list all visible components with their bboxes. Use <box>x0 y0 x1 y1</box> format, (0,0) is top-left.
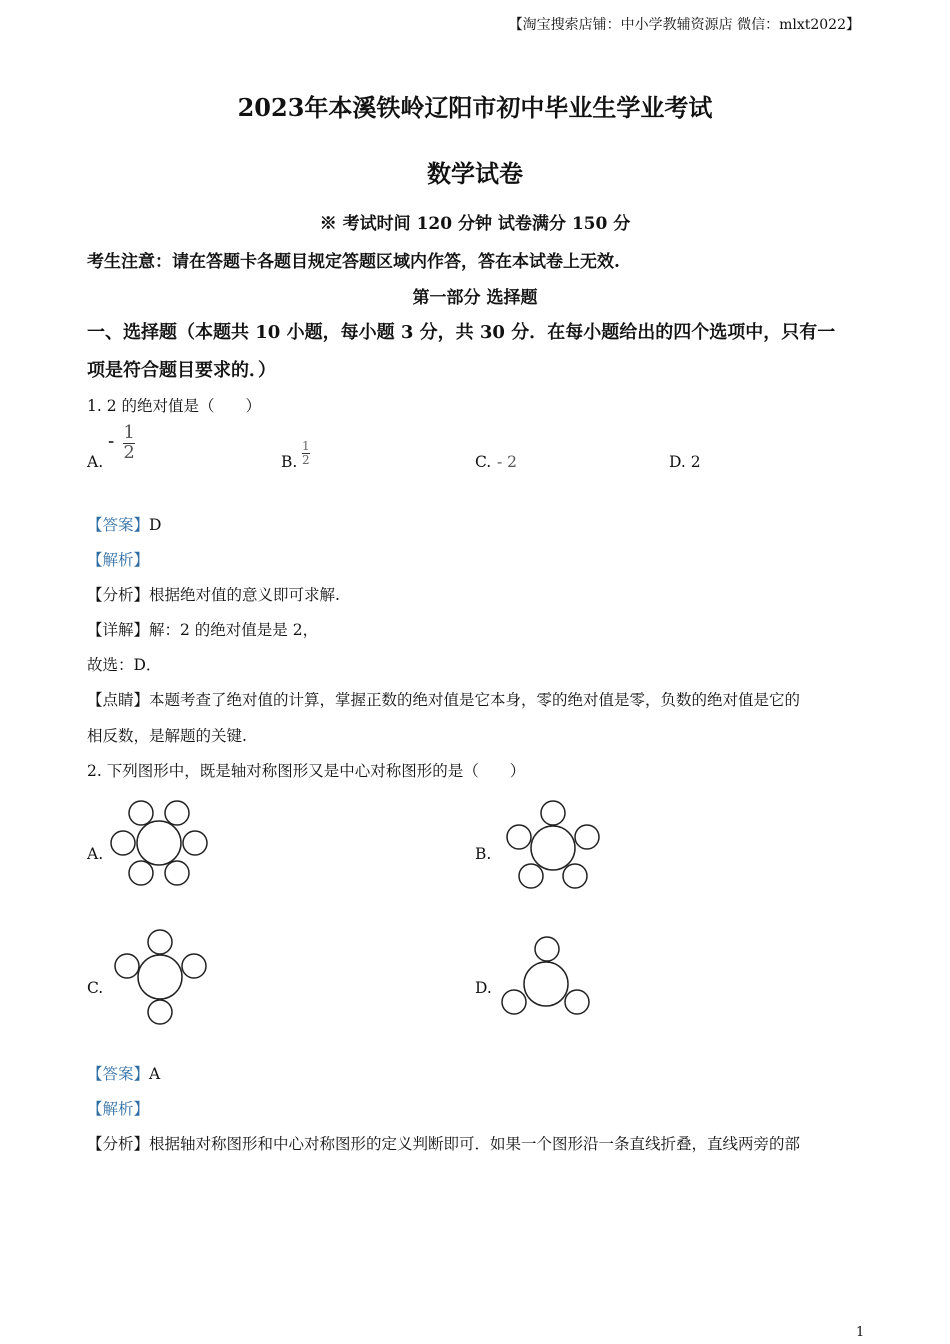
q1-answer-line <box>87 513 161 535</box>
center-circle <box>137 821 181 865</box>
outer-circle <box>565 990 589 1014</box>
q2-option-c-figure <box>110 926 210 1028</box>
q2-option-c-label: C. <box>87 979 104 997</box>
outer-circle <box>563 864 587 888</box>
fenxi-tag: 【分析】 <box>87 1135 150 1153</box>
q1-stem: 1. 2 的绝对值是（ ） <box>87 397 262 415</box>
q2-option-d-label: D. <box>475 979 492 997</box>
candidate-notice: 考生注意：请在答题卡各题目规定答题区域内作答，答在本试卷上无效. <box>87 252 620 272</box>
dianjing-text: 本题考查了绝对值的计算，掌握正数的绝对值是它本身，零的绝对值是零，负数的绝对值是它的 <box>149 691 801 709</box>
q1-option-b-value <box>302 440 310 466</box>
fenxi-text: 根据轴对称图形和中心对称图形的定义判断即可．如果一个图形沿一条直线折叠，直线两旁的部 <box>149 1135 801 1153</box>
xiangjie-tag: 【详解】 <box>87 621 150 639</box>
outer-circle <box>575 825 599 849</box>
denominator: 2 <box>123 441 135 463</box>
q1-analysis-tag: 【解析】 <box>87 551 150 569</box>
outer-circle <box>129 861 153 885</box>
fenxi-text: 根据绝对值的意义即可求解. <box>149 586 340 604</box>
outer-circle <box>165 801 189 825</box>
outer-circle <box>182 954 206 978</box>
numerator: 1 <box>302 439 310 453</box>
outer-circle <box>535 937 559 961</box>
exam-subtitle: 数学试卷 <box>427 159 523 188</box>
q1-option-a-value <box>108 424 135 463</box>
section-heading-line1: 一、选择题（本题共 10 小题，每小题 3 分，共 30 分．在每小题给出的四个选项中，只有一 <box>87 322 836 343</box>
outer-circle <box>507 825 531 849</box>
center-circle <box>531 826 575 870</box>
q2-option-b-label: B. <box>475 845 492 863</box>
minus-sign: - <box>108 431 115 450</box>
answer-value: A <box>149 1065 161 1083</box>
part-title: 第一部分 选择题 <box>412 288 538 308</box>
section-heading-line2: 项是符合题目要求的．） <box>87 360 276 381</box>
q1-option-a-label: A. <box>87 453 104 471</box>
outer-circle <box>148 930 172 954</box>
dianjing-tag: 【点睛】 <box>87 691 150 709</box>
answer-tag: 【答案】 <box>87 1065 150 1083</box>
outer-circle <box>541 801 565 825</box>
q1-fenxi-line <box>87 583 340 605</box>
outer-circle <box>165 861 189 885</box>
q2-option-d-figure <box>496 932 596 1020</box>
q2-option-b-figure <box>502 796 604 894</box>
header-note: 【淘宝搜索店铺：中小学教辅资源店 微信：mlxt2022】 <box>508 17 860 33</box>
q1-dianjing-line2: 相反数，是解题的关键. <box>87 727 247 745</box>
q2-stem: 2. 下列图形中，既是轴对称图形又是中心对称图形的是（ ） <box>87 762 526 780</box>
q1-xiangjie-line <box>87 618 318 640</box>
q1-option-c-label: C. <box>475 453 492 471</box>
q1-option-b-label: B. <box>281 453 298 471</box>
q1-dianjing-line1 <box>87 688 800 710</box>
outer-circle <box>111 831 135 855</box>
outer-circle <box>115 954 139 978</box>
center-circle <box>138 955 182 999</box>
outer-circle <box>129 801 153 825</box>
numerator: 1 <box>123 422 135 443</box>
outer-circle <box>183 831 207 855</box>
q2-option-a-figure <box>106 796 212 890</box>
q2-option-a-label: A. <box>87 845 104 863</box>
q2-analysis-tag: 【解析】 <box>87 1100 150 1118</box>
outer-circle <box>502 990 526 1014</box>
exam-title: 2023年本溪铁岭辽阳市初中毕业生学业考试 <box>237 93 713 122</box>
q1-option-c-value: - 2 <box>497 453 518 471</box>
fraction <box>302 440 310 466</box>
q1-choice: 故选：D． <box>87 656 162 674</box>
exam-info: ※ 考试时间 120 分钟 试卷满分 150 分 <box>319 214 631 234</box>
fraction <box>123 424 134 463</box>
page-number: 1 <box>856 1325 865 1340</box>
xiangjie-text: 解：2 的绝对值是是 2， <box>149 621 319 639</box>
outer-circle <box>148 1000 172 1024</box>
answer-value: D <box>149 516 162 534</box>
center-circle <box>524 962 568 1006</box>
fenxi-tag: 【分析】 <box>87 586 150 604</box>
denominator: 2 <box>302 452 310 467</box>
q2-fenxi-line <box>87 1132 800 1154</box>
outer-circle <box>519 864 543 888</box>
answer-tag: 【答案】 <box>87 516 150 534</box>
q2-answer-line <box>87 1062 160 1084</box>
q1-option-d: D. 2 <box>669 453 701 471</box>
